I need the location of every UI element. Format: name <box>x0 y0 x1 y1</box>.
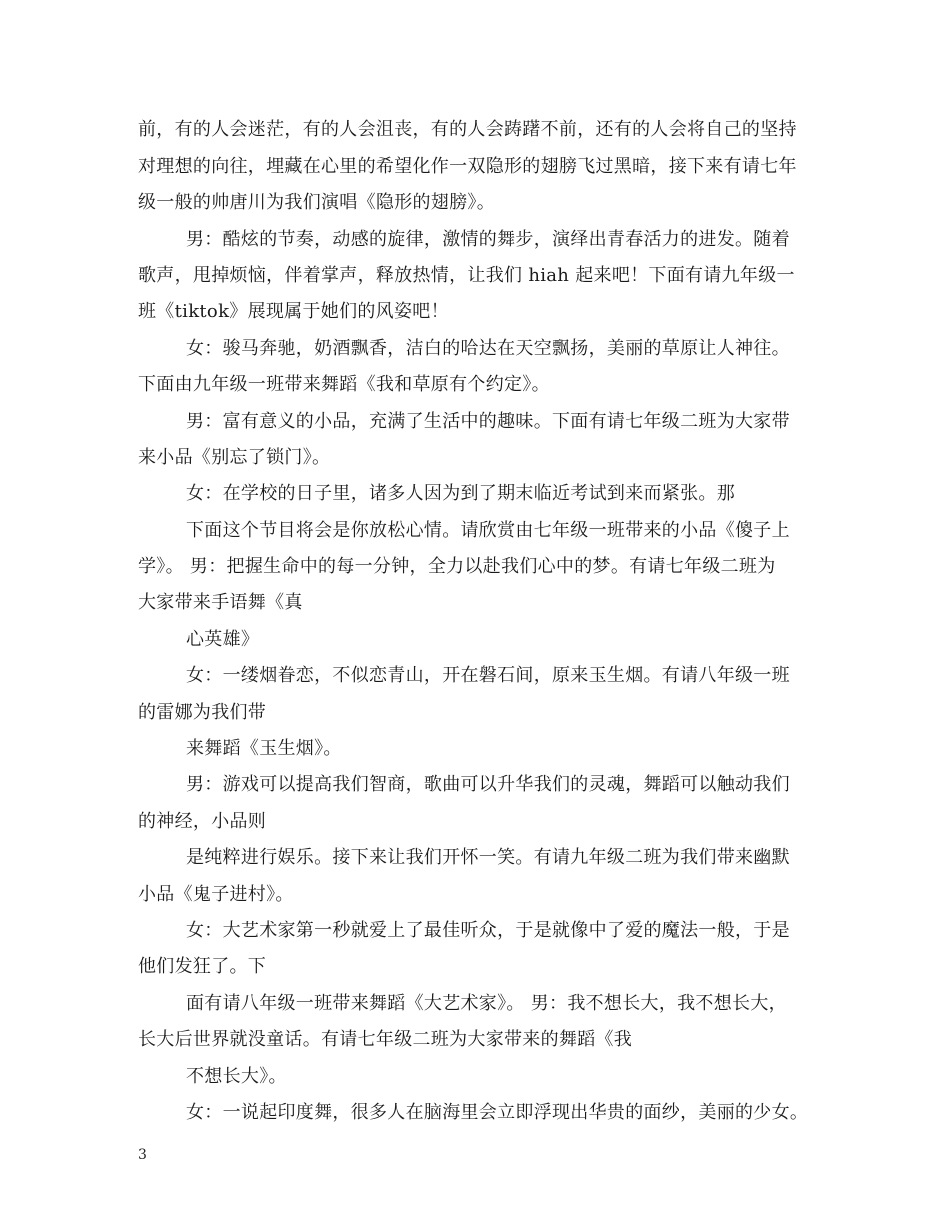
text-line: 不想长大》。 <box>186 1066 287 1087</box>
text-line: 下面由九年级一班带来舞蹈《我和草原有个约定》。 <box>138 374 550 395</box>
text-line: 心英雄》 <box>186 629 260 650</box>
text-line: 的雷娜为我们带 <box>138 702 267 723</box>
text-line: 长大后世界就没童话。有请七年级二班为大家带来的舞蹈《我 <box>138 1029 633 1050</box>
text-line: 级一般的帅唐川为我们演唱《隐形的翅膀》。 <box>138 192 495 213</box>
text-line: 来小品《别忘了锁门》。 <box>138 447 331 468</box>
text-line: 的神经，小品则 <box>138 811 267 832</box>
text-line: 女：大艺术家第一秒就爱上了最佳听众，于是就像中了爱的魔法一般，于是 <box>186 920 790 941</box>
text-line: 女：一说起印度舞，很多人在脑海里会立即浮现出华贵的面纱，美丽的少女。 <box>186 1102 809 1123</box>
text-line: 对理想的向往，埋藏在心里的希望化作一双隐形的翅膀飞过黑暗，接下来有请七年 <box>138 156 797 177</box>
text-line: 前，有的人会迷茫，有的人会沮丧，有的人会踌躇不前，还有的人会将自己的坚持 <box>138 119 797 140</box>
text-line: 男：富有意义的小品，充满了生活中的趣味。下面有请七年级二班为大家带 <box>186 411 790 432</box>
text-line: 女：在学校的日子里，诸多人因为到了期末临近考试到来而紧张。那 <box>186 483 735 504</box>
text-line: 面有请八年级一班带来舞蹈《大艺术家》。 男：我不想长大，我不想长大， <box>186 993 787 1014</box>
text-line: 是纯粹进行娱乐。接下来让我们开怀一笑。有请九年级二班为我们带来幽默 <box>186 847 790 868</box>
text-line: 大家带来手语舞《真 <box>138 592 303 613</box>
text-line: 小品《鬼子进村》。 <box>138 884 294 905</box>
text-line: 来舞蹈《玉生烟》。 <box>186 738 342 759</box>
text-line: 女：一缕烟眷恋，不似恋青山，开在磐石间，原来玉生烟。有请八年级一班 <box>186 665 790 686</box>
text-line: 班《tiktok》展现属于她们的风姿吧！ <box>138 301 449 322</box>
text-line: 男：酷炫的节奏，动感的旋律，激情的舞步，演绎出青春活力的进发。随着 <box>186 229 790 250</box>
text-line: 女：骏马奔驰，奶酒飘香，洁白的哈达在天空飘扬，美丽的草原让人神往。 <box>186 338 790 359</box>
text-line: 歌声，甩掉烦恼，伴着掌声，释放热情，让我们 hiah 起来吧！下面有请九年级一 <box>138 265 795 286</box>
text-line: 男：游戏可以提高我们智商，歌曲可以升华我们的灵魂，舞蹈可以触动我们 <box>186 774 790 795</box>
text-line: 学》。 男：把握生命中的每一分钟，全力以赴我们心中的梦。有请七年级二班为 <box>138 556 776 577</box>
text-line: 下面这个节目将会是你放松心情。请欣赏由七年级一班带来的小品《傻子上 <box>186 520 790 541</box>
text-line: 他们发狂了。下 <box>138 956 267 977</box>
page-number: 3 <box>138 1147 147 1163</box>
